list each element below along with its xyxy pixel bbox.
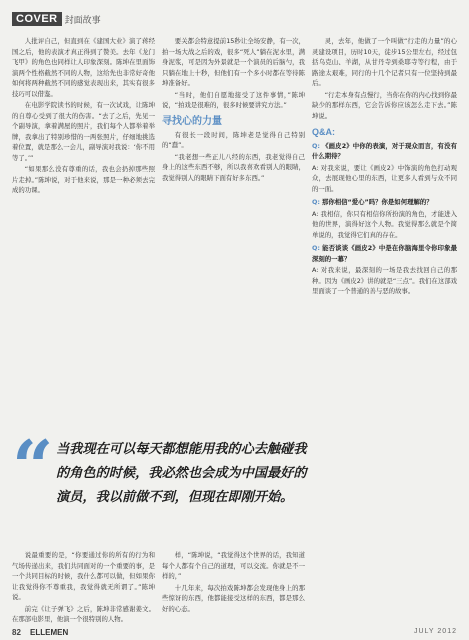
column-1 xyxy=(12,36,155,424)
issue-date: JULY 2012 xyxy=(414,628,457,635)
page-footer xyxy=(12,628,457,638)
paragraph: 十几年来，每次拍戏陈坤都会发现他身上的那些惊讶的东西，他都能接受这样的东西，都是那么好的心态。 xyxy=(162,583,305,613)
column-2-bottom xyxy=(162,550,305,628)
qa-answer: A: 我相信，你只有相信你所扮演的角色，才能进入他的世界，演得好这个人物。我觉得那么就是个简单说的，我觉得它们真的存在。 xyxy=(312,209,457,239)
qa-heading: Q&A: xyxy=(312,127,335,137)
paragraph: 前完《让子弹飞》之后，陈坤非常感谢姜文。在那部电影里，他演一个很特别的人物。 xyxy=(12,604,155,623)
paragraph: 灵，去年，他做了一个叫做“行走的力量”的心灵建设项目，历时10天，徒步15公里左右，经过包括乌克山、羊湖，从甘丹寺到桑耶寺等行程，由于路途太艰难，同行的十几个记者只有一位坚持到最后。 xyxy=(312,37,457,87)
page-number: 82 xyxy=(12,628,21,637)
qa-question: Q: 那你相信“爱心”吗？你是如何理解的？ xyxy=(312,198,433,206)
qa-answer: A: 对我来说，要让《画皮2》中饰演的角色打动观众，去展现他心里的东西，让更多人看到与众不同的一面。 xyxy=(312,163,457,193)
cover-tag: COVER xyxy=(12,12,62,26)
paragraph: 有很长一段时间，陈坤老是觉得自己特别的“蠢”。 xyxy=(162,130,305,149)
column-2 xyxy=(162,36,305,424)
pull-quote-text: 当我现在可以每天都想能用我的心去触碰我的角色的时候，我必然也会成为中国最好的演员，我以前做不到，但现在即刚开始。 xyxy=(56,442,307,505)
column-1-bottom xyxy=(12,550,155,628)
paragraph: “当时，他们自愿地接受了这件事情，”陈坤说，“拍戏是很难的，很多时候要讲究方法。” xyxy=(162,90,305,109)
qa-question: Q: 能否谈谈《画皮2》中是在你脑海里令你印象最深刻的一幕？ xyxy=(312,244,457,263)
quote-mark-icon: “ xyxy=(12,424,54,509)
paragraph: 说最重要的是，“你要通过你的所有的行为和气场传递出来，我们共同面对的一个重要的事，是一个共同目标的时候，我什么都可以做，但如果你让我觉得你不尊重我，我觉得就无所谓了。”陈坤说。 xyxy=(12,551,155,601)
cover-subtitle: 封面故事 xyxy=(64,15,101,26)
paragraph: 人批评自己，但直到在《建国大业》演了蒋经国之后，他的表演才真正得到了赞美。去年《龙门飞甲》的角色也同样让人印象深刻。陈坤在里面饰演两个性格截然不同的人物，这给先也非常好奇他如何将两种截然不同的感觉表现出来，其实有很多技巧可以借鉴。 xyxy=(12,37,155,98)
qa-question: Q: 《画皮2》中你的表演，对于现众而言，有没有什么期待？ xyxy=(312,141,457,160)
paragraph: “我老想一些正儿八经的东西，我老觉得自己身上的这些东西不够，所以我喜欢看别人的眼睛，我觉得别人的眼睛下面有好多东西。” xyxy=(162,152,305,182)
pull-quote xyxy=(12,424,307,544)
paragraph: 在电影学院读书的时候，有一次试戏，让陈坤的自尊心受到了很大的伤害。“去了之后，先见一个副导演，拿着满屋的照片，我们每个人都举着举牌，我拿出了特别珍惜的一两张照片，仔细地挑选着位置，就是那么一会儿，副导演对我说：‘你不用等了。’” xyxy=(12,101,155,162)
section-header xyxy=(12,12,101,26)
column-3 xyxy=(312,36,457,628)
paragraph: “行走本身有点慢行，当你在你的内心找到你最缺少的那样东西，它会告诉你应该怎么走下去。”陈坤说。 xyxy=(312,90,457,120)
paragraph: 样，“陈坤说，“我觉得这个世界的话，我知道每个人都有个自己的道理，可以交流。你就是不一样的，” xyxy=(162,551,305,580)
section-title: 寻找心的力量 xyxy=(162,115,222,127)
paragraph: “如果那么没有尊重的话，我也会扔掉那些照片走掉。”陈坤说，对于他来说，那是一种必须去完成的功课。 xyxy=(12,165,155,194)
magazine-brand: ELLEMEN xyxy=(30,628,69,637)
qa-answer: A: 对我来说，最深刻的一场是我去找回自己的那种。因为《画皮2》讲的就是“三点”。我们在这部戏里面谈了一个普通的善与恶的故事。 xyxy=(312,266,457,295)
paragraph: 要关都会特意提前15秒让全场安静，有一次，拍一场大战之后的戏，很多“死人”躺在泥水里，满身泥浆，可是因为外景就是一个演员的后脑勺，我只躺在地上十秒，但他们有一个多小时都在等待陈坤准备好。 xyxy=(162,37,305,87)
